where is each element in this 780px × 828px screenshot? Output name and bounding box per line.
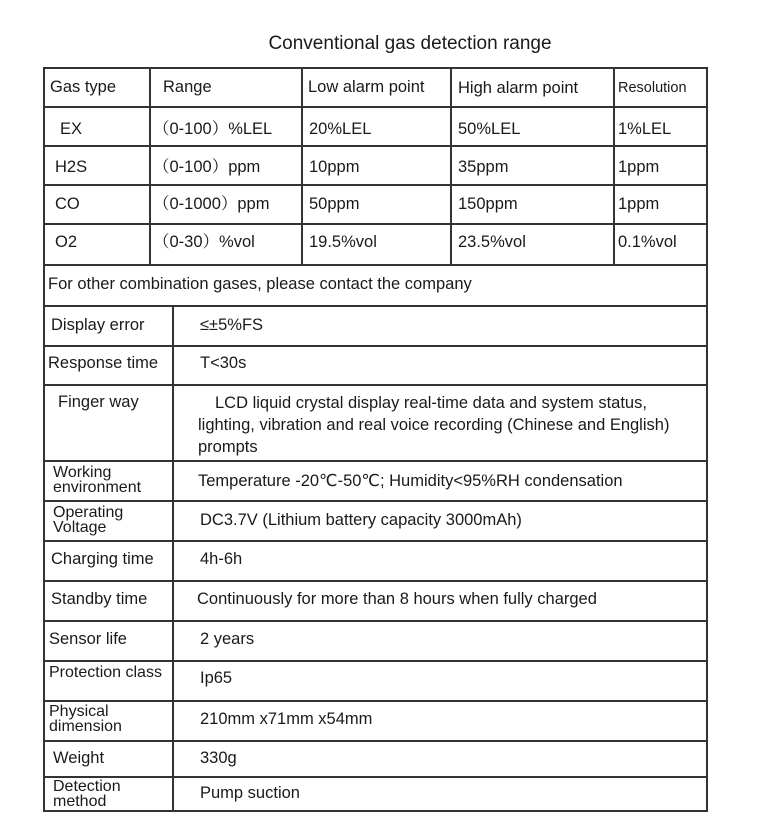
spec-label-working-environment: Working environment [53, 464, 142, 496]
specification-table [43, 67, 708, 812]
grid-line [43, 810, 708, 812]
spec-value-operating-voltage: DC3.7V (Lithium battery capacity 3000mAh) [200, 511, 522, 529]
grid-line [43, 620, 708, 622]
grid-line [43, 580, 708, 582]
header-range: Range [163, 78, 212, 96]
gas-row-cell: 0.1%vol [618, 233, 677, 251]
header-high-alarm-point: High alarm point [458, 79, 579, 97]
document-title: Conventional gas detection range [268, 33, 552, 54]
gas-row-cell: 1ppm [618, 158, 660, 176]
header-low-alarm-point: Low alarm point [308, 78, 425, 96]
spec-value-protection-class: Ip65 [200, 669, 233, 687]
spec-value-charging-time: 4h-6h [200, 550, 243, 568]
gas-row-cell: 150ppm [458, 195, 518, 213]
gas-row-cell: （0-100）%LEL [153, 120, 273, 138]
grid-line [43, 740, 708, 742]
spec-label-response-time: Response time [48, 354, 159, 372]
gas-row-cell: （0-1000）ppm [153, 195, 270, 213]
spec-label-standby-time: Standby time [51, 590, 148, 608]
gas-row-cell: 35ppm [458, 158, 509, 176]
grid-line [43, 305, 708, 307]
header-gas-type: Gas type [50, 78, 117, 96]
spec-label-operating-voltage: Operating Voltage [53, 504, 124, 536]
spec-label-detection-method: Detection method [53, 778, 121, 810]
grid-line [301, 67, 303, 265]
spec-value-physical-dimension: 210mm x71mm x54mm [200, 710, 373, 728]
grid-line [43, 145, 708, 147]
gas-row-cell: 10ppm [309, 158, 360, 176]
grid-line [43, 106, 708, 108]
grid-line [43, 67, 45, 812]
grid-line [43, 500, 708, 502]
grid-line [149, 67, 151, 265]
spec-value-display-error: ≤±5%FS [200, 316, 264, 334]
spec-value-detection-method: Pump suction [200, 784, 300, 802]
gas-row-cell: 1ppm [618, 195, 660, 213]
gas-row-cell: H2S [55, 158, 88, 176]
grid-line [43, 540, 708, 542]
gas-row-cell: （0-30）%vol [153, 233, 255, 251]
grid-line [43, 384, 708, 386]
spec-label-finger-way: Finger way [58, 393, 139, 411]
grid-line [43, 700, 708, 702]
gas-row-cell: （0-100）ppm [153, 158, 261, 176]
gas-row-cell: 50ppm [309, 195, 360, 213]
grid-line [43, 67, 708, 69]
gas-row-cell: 20%LEL [309, 120, 372, 138]
contact-note: For other combination gases, please contact the company [48, 275, 472, 293]
spec-label-display-error: Display error [51, 316, 145, 334]
spec-label-sensor-life: Sensor life [49, 630, 127, 648]
gas-row-cell: 1%LEL [618, 120, 672, 138]
spec-value-response-time: T<30s [200, 354, 247, 372]
spec-label-physical-dimension: Physical dimension [49, 703, 122, 735]
gas-row-cell: CO [55, 195, 80, 213]
grid-line [172, 305, 174, 812]
gas-row-cell: 50%LEL [458, 120, 521, 138]
grid-line [43, 223, 708, 225]
spec-value-working-environment: Temperature -20℃-50℃; Humidity<95%RH condensation [198, 472, 623, 490]
gas-row-cell: 19.5%vol [309, 233, 377, 251]
grid-line [43, 345, 708, 347]
grid-line [43, 184, 708, 186]
spec-value-weight: 330g [200, 749, 237, 767]
grid-line [43, 776, 708, 778]
grid-line [43, 264, 708, 266]
grid-line [43, 660, 708, 662]
spec-value-standby-time: Continuously for more than 8 hours when fully charged [197, 590, 597, 608]
grid-line [450, 67, 452, 265]
header-resolution: Resolution [618, 80, 687, 96]
gas-row-cell: O2 [55, 233, 78, 251]
spec-value-finger-way: LCD liquid crystal display real-time data and system status, lighting, vibration and real voice recording (Chinese and English) prompts [198, 394, 670, 456]
spec-label-charging-time: Charging time [51, 550, 154, 568]
gas-row-cell: EX [60, 120, 83, 138]
spec-label-protection-class: Protection class [49, 664, 162, 681]
grid-line [613, 67, 615, 265]
gas-row-cell: 23.5%vol [458, 233, 526, 251]
grid-line [43, 460, 708, 462]
grid-line [706, 67, 708, 812]
spec-value-sensor-life: 2 years [200, 630, 255, 648]
spec-label-weight: Weight [53, 749, 105, 767]
